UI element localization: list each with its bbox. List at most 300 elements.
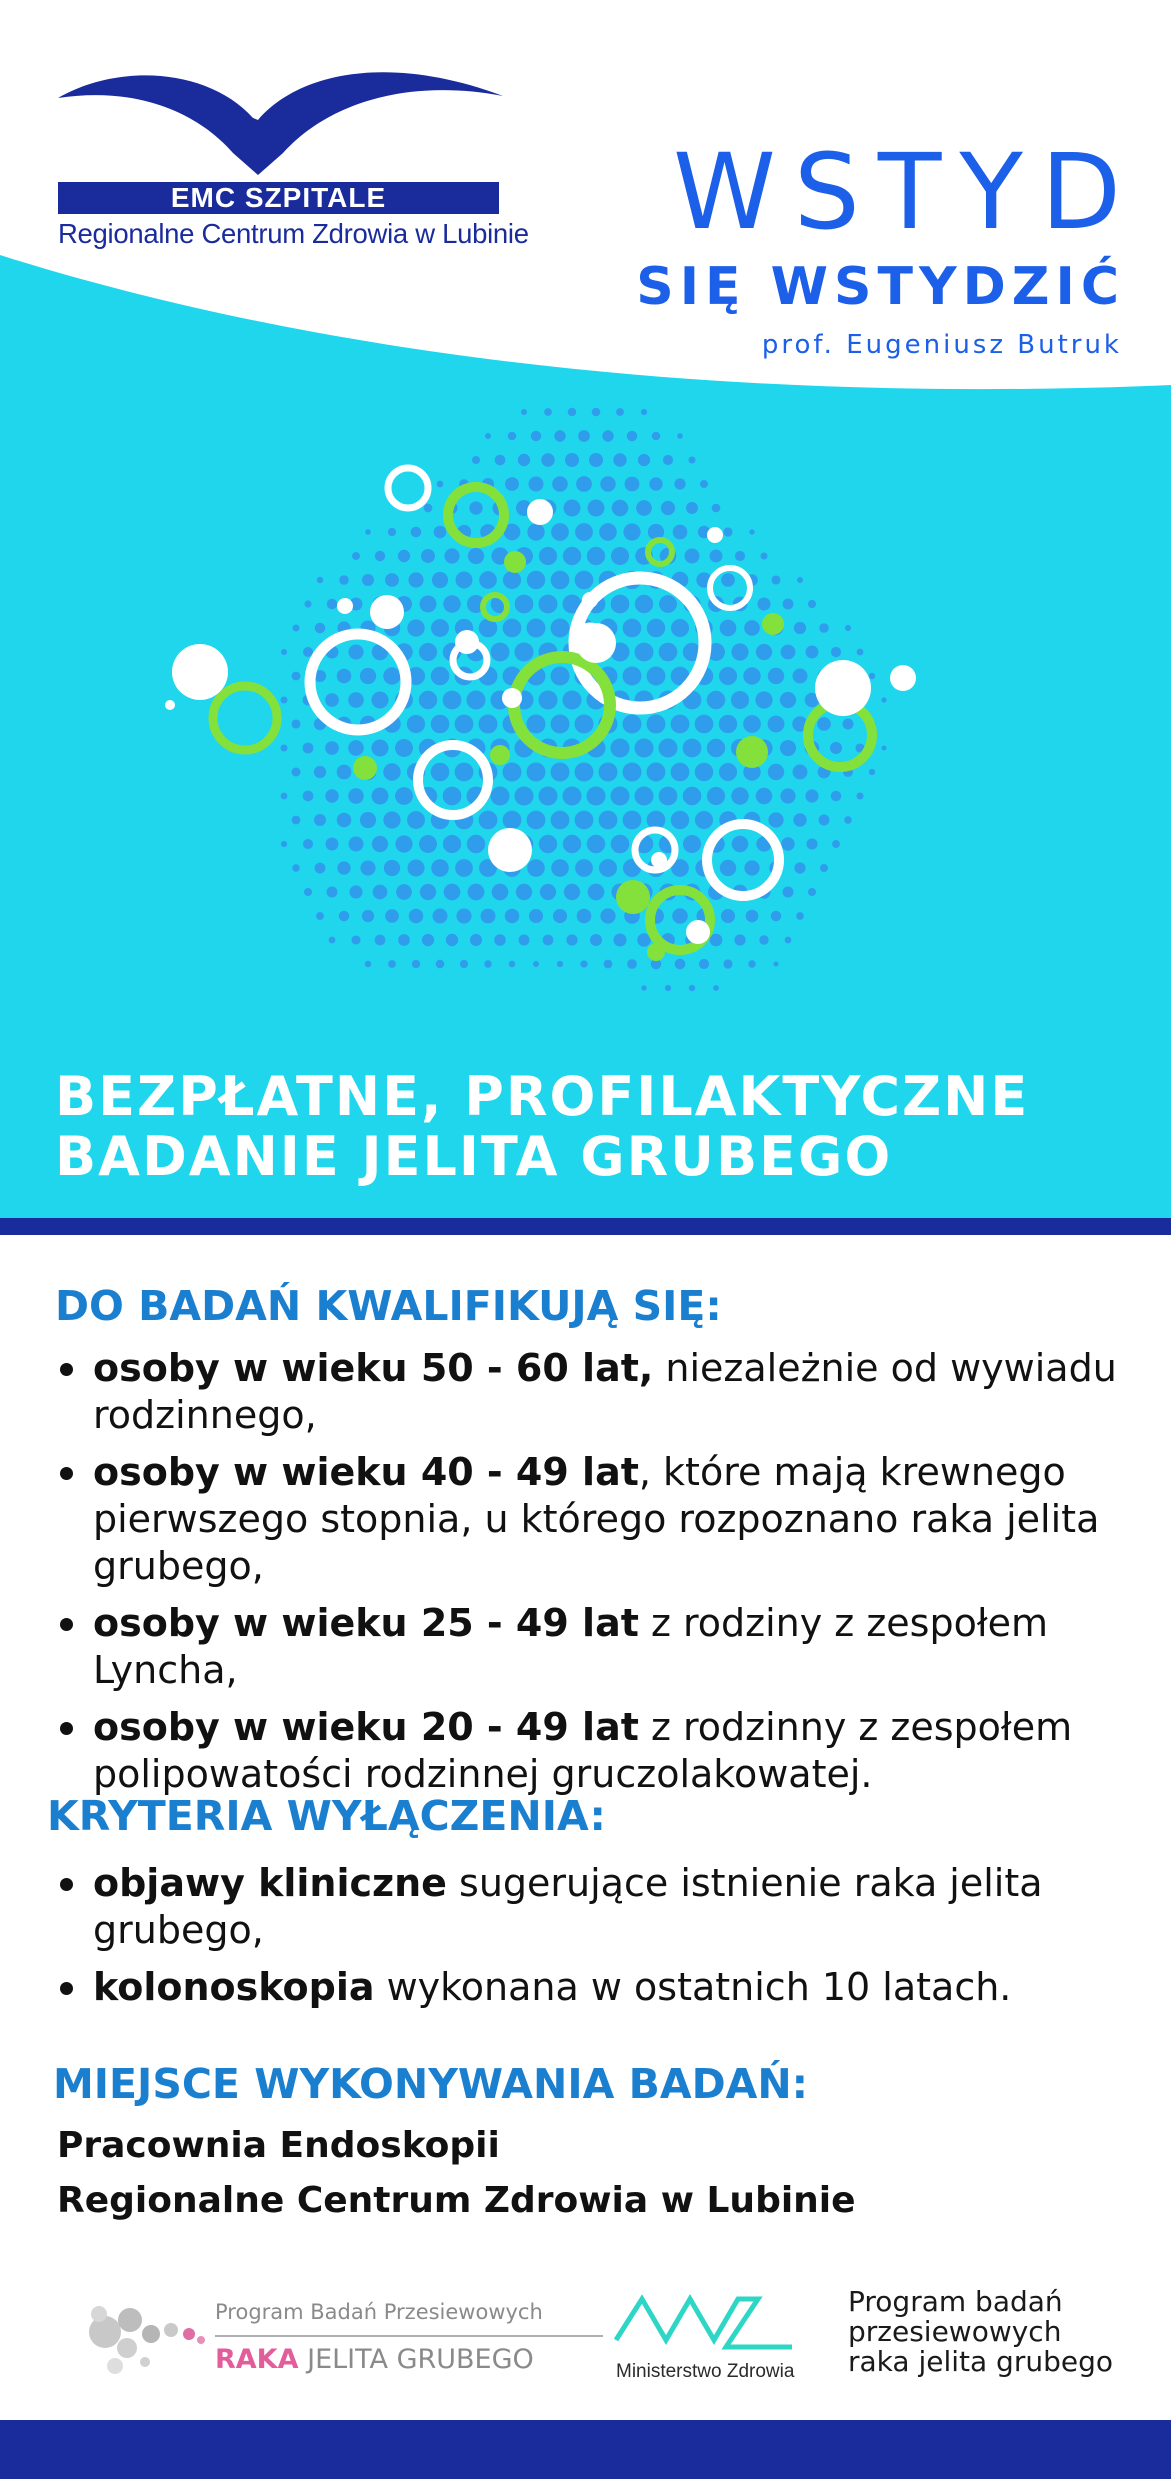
white-dot bbox=[576, 623, 616, 663]
pattern-dot bbox=[832, 840, 840, 848]
qualify-item-text: z rodzinny z zespołem polipowatości rodzinnej gruczolakowatej. bbox=[93, 1705, 1073, 1796]
pattern-dot bbox=[647, 715, 666, 734]
pattern-dot bbox=[325, 789, 339, 803]
pattern-dot bbox=[419, 691, 437, 709]
pattern-dot bbox=[575, 811, 594, 830]
exclusion-item-bold: kolonoskopia bbox=[93, 1965, 375, 2009]
pattern-dot bbox=[719, 667, 737, 685]
pattern-dot bbox=[315, 863, 326, 874]
pattern-dot bbox=[424, 504, 433, 513]
pattern-dot bbox=[785, 937, 792, 944]
pattern-dot bbox=[671, 619, 689, 637]
pattern-dot bbox=[564, 884, 580, 900]
divider-band bbox=[0, 1218, 1171, 1235]
qualify-item bbox=[57, 1449, 1137, 1590]
pattern-dot bbox=[419, 835, 437, 853]
pattern-dot bbox=[566, 934, 577, 945]
pattern-dot bbox=[516, 884, 532, 900]
pattern-dot bbox=[360, 812, 376, 828]
pattern-dot bbox=[699, 959, 709, 969]
pattern-dot bbox=[611, 739, 630, 758]
pattern-dot bbox=[830, 742, 842, 754]
pattern-dot bbox=[372, 836, 388, 852]
pattern-dot bbox=[793, 813, 806, 826]
pattern-dot bbox=[675, 959, 686, 970]
pattern-dot bbox=[808, 600, 816, 608]
pattern-dot bbox=[398, 550, 410, 562]
pattern-dot bbox=[744, 860, 759, 875]
qualify-item bbox=[57, 1600, 1137, 1694]
program-text-line2: przesiewowych bbox=[848, 2315, 1062, 2348]
pattern-dot bbox=[683, 739, 702, 758]
pattern-dot bbox=[503, 763, 522, 782]
pattern-dot bbox=[652, 432, 661, 441]
pattern-dot bbox=[780, 740, 796, 756]
pattern-dot bbox=[491, 643, 510, 662]
pattern-dot bbox=[759, 935, 768, 944]
pattern-dot bbox=[409, 909, 423, 923]
pattern-dot bbox=[551, 667, 570, 686]
pattern-dot bbox=[395, 787, 413, 805]
pattern-dot bbox=[436, 960, 445, 969]
pattern-dot bbox=[723, 527, 732, 536]
pattern-dot bbox=[672, 908, 688, 924]
qualify-item-bold: osoby w wieku 20 - 49 lat bbox=[93, 1705, 639, 1749]
pattern-dot bbox=[337, 765, 352, 780]
hero-heading-line1: BEZPŁATNE, PROFILAKTYCZNE bbox=[55, 1065, 1030, 1128]
pattern-dot bbox=[554, 430, 565, 441]
pattern-dot bbox=[842, 718, 853, 729]
pattern-dot bbox=[749, 529, 754, 534]
pattern-dot bbox=[587, 547, 605, 565]
pattern-dot bbox=[383, 667, 400, 684]
pattern-dot bbox=[869, 673, 875, 679]
pattern-dot bbox=[408, 572, 423, 587]
white-dot bbox=[707, 527, 723, 543]
pattern-dot bbox=[713, 985, 719, 991]
pattern-dot bbox=[509, 961, 516, 968]
pattern-dot bbox=[407, 619, 424, 636]
pattern-dot bbox=[695, 715, 714, 734]
screening-logo-jelita: JELITA GRUBEGO bbox=[307, 2344, 534, 2375]
pattern-dot bbox=[743, 715, 761, 733]
pattern-dot bbox=[710, 550, 723, 563]
pattern-dot bbox=[683, 835, 701, 853]
pattern-dot bbox=[623, 763, 642, 782]
white-dot bbox=[172, 644, 228, 700]
pattern-dot bbox=[304, 600, 311, 607]
pattern-dot bbox=[781, 837, 795, 851]
pattern-dot bbox=[551, 715, 570, 734]
pattern-dot bbox=[695, 811, 713, 829]
pattern-dot bbox=[420, 596, 437, 613]
pattern-dot bbox=[508, 432, 517, 441]
exclusion-item-text: sugerujące istnienie raka jelita grubego, bbox=[93, 1861, 1043, 1952]
logo-name: EMC SZPITALE bbox=[58, 182, 499, 214]
pattern-dot bbox=[505, 909, 519, 923]
exclusion-item bbox=[57, 1860, 1137, 1954]
pattern-dot bbox=[589, 453, 603, 467]
pattern-dot bbox=[564, 500, 581, 517]
pattern-dot bbox=[592, 408, 601, 417]
pattern-dot bbox=[431, 715, 450, 734]
pattern-dot bbox=[317, 577, 323, 583]
pattern-dot bbox=[576, 476, 592, 492]
page-subtitle: SIĘ WSTYDZIĆ bbox=[636, 257, 1125, 317]
exclusion-item-text: wykonana w ostatnich 10 latach. bbox=[374, 1965, 1012, 2009]
green-dot bbox=[504, 551, 526, 573]
pattern-dot bbox=[326, 886, 337, 897]
pattern-dot bbox=[627, 431, 637, 441]
pattern-dot bbox=[623, 811, 642, 830]
pattern-dot bbox=[383, 763, 400, 780]
pattern-dot bbox=[337, 861, 350, 874]
pattern-dot bbox=[551, 523, 569, 541]
pattern-dot bbox=[611, 547, 629, 565]
pattern-dot bbox=[819, 815, 830, 826]
pattern-dot bbox=[495, 455, 506, 466]
pattern-dot bbox=[731, 643, 748, 660]
logo-subtitle: Regionalne Centrum Zdrowia w Lubinie bbox=[58, 218, 529, 249]
pattern-dot bbox=[551, 811, 570, 830]
pattern-dot bbox=[721, 573, 735, 587]
qualify-item-bold: osoby w wieku 40 - 49 lat bbox=[93, 1450, 639, 1494]
pattern-dot bbox=[731, 691, 749, 709]
qualify-item bbox=[57, 1704, 1137, 1798]
pattern-dot bbox=[817, 717, 831, 731]
pattern-dot bbox=[773, 961, 778, 966]
pattern-dot bbox=[529, 477, 544, 492]
pattern-dot bbox=[797, 577, 803, 583]
pattern-dot bbox=[796, 912, 804, 920]
pattern-dot bbox=[460, 960, 468, 968]
pattern-dot bbox=[719, 715, 737, 733]
pattern-dot bbox=[518, 454, 530, 466]
program-text-logo bbox=[848, 2287, 1113, 2377]
pattern-dot bbox=[543, 935, 554, 946]
pattern-dot bbox=[755, 691, 772, 708]
pattern-dot bbox=[479, 811, 498, 830]
pattern-dot bbox=[761, 553, 768, 560]
pattern-dot bbox=[820, 864, 828, 872]
pattern-dot bbox=[325, 693, 339, 707]
green-dot bbox=[616, 880, 650, 914]
exclusion-item-bold: objawy kliniczne bbox=[93, 1861, 447, 1905]
pattern-dot bbox=[385, 573, 399, 587]
pattern-dot bbox=[314, 814, 326, 826]
pattern-dot bbox=[383, 811, 400, 828]
white-dot bbox=[337, 598, 353, 614]
pattern-dot bbox=[446, 934, 458, 946]
pattern-dot bbox=[793, 765, 808, 780]
pattern-dot bbox=[623, 715, 642, 734]
screening-logo-bottom bbox=[215, 2344, 534, 2375]
pattern-dot bbox=[575, 763, 594, 782]
pattern-dot bbox=[293, 625, 300, 632]
pattern-dot bbox=[580, 960, 587, 967]
screening-logo-raka: RAKA bbox=[215, 2344, 299, 2375]
pattern-dot bbox=[661, 501, 675, 515]
pattern-dot bbox=[303, 743, 314, 754]
pattern-dot bbox=[599, 811, 618, 830]
pattern-dot bbox=[686, 502, 698, 514]
pattern-dot bbox=[360, 668, 376, 684]
pattern-dot bbox=[588, 884, 605, 901]
pattern-dot bbox=[485, 433, 491, 439]
pattern-dot bbox=[314, 766, 326, 778]
pattern-dot bbox=[768, 668, 784, 684]
pattern-dot bbox=[720, 620, 737, 637]
pattern-dot bbox=[732, 836, 749, 853]
pattern-dot bbox=[351, 935, 360, 944]
place-title: MIEJSCE WYKONYWANIA BADAŃ: bbox=[53, 2060, 809, 2108]
pattern-dot bbox=[373, 885, 388, 900]
pattern-dot bbox=[577, 909, 592, 924]
green-dot bbox=[490, 745, 510, 765]
pattern-dot bbox=[431, 619, 449, 637]
pattern-dot bbox=[519, 935, 530, 946]
white-dot bbox=[455, 630, 479, 654]
pattern-dot bbox=[845, 625, 851, 631]
pattern-dot bbox=[527, 715, 546, 734]
pattern-dot bbox=[602, 430, 613, 441]
pattern-dot bbox=[431, 763, 450, 782]
pattern-dot bbox=[600, 908, 615, 923]
pattern-dot bbox=[647, 619, 665, 637]
pattern-dot bbox=[611, 835, 630, 854]
pattern-dot bbox=[780, 788, 795, 803]
pattern-dot bbox=[551, 571, 570, 590]
pattern-dot bbox=[635, 739, 654, 758]
pattern-dot bbox=[468, 548, 484, 564]
pattern-dot bbox=[794, 862, 805, 873]
pattern-dot bbox=[431, 859, 449, 877]
pattern-dot bbox=[443, 595, 461, 613]
pattern-dot bbox=[635, 595, 653, 613]
pattern-dot bbox=[856, 792, 863, 799]
pattern-dot bbox=[613, 453, 626, 466]
pattern-dot bbox=[407, 859, 424, 876]
pattern-dot bbox=[348, 788, 364, 804]
pattern-dot bbox=[479, 571, 497, 589]
pattern-dot bbox=[746, 910, 759, 923]
pattern-dot bbox=[431, 667, 450, 686]
pattern-dot bbox=[659, 787, 678, 806]
mz-logo-icon bbox=[612, 2285, 812, 2360]
pattern-dot bbox=[685, 549, 700, 564]
pattern-dot bbox=[557, 961, 563, 967]
pattern-dot bbox=[768, 716, 785, 733]
pattern-dot bbox=[443, 787, 462, 806]
pattern-dot bbox=[663, 455, 673, 465]
screening-logo-divider bbox=[215, 2335, 603, 2337]
pattern-dot bbox=[388, 960, 396, 968]
pattern-dot bbox=[433, 909, 448, 924]
pattern-dot bbox=[599, 763, 618, 782]
green-ring bbox=[213, 686, 277, 750]
pattern-dot bbox=[857, 649, 864, 656]
pattern-dot bbox=[281, 697, 288, 704]
pattern-dot bbox=[421, 549, 435, 563]
pattern-dot bbox=[590, 934, 602, 946]
pattern-dot bbox=[677, 433, 683, 439]
pattern-dot bbox=[304, 888, 312, 896]
pattern-dot bbox=[700, 480, 708, 488]
pattern-dot bbox=[503, 811, 522, 830]
green-ring bbox=[448, 487, 504, 543]
pattern-dot bbox=[649, 477, 662, 490]
pattern-dot bbox=[494, 934, 506, 946]
pattern-dot bbox=[599, 523, 617, 541]
pattern-dot bbox=[641, 409, 647, 415]
pattern-dot bbox=[533, 961, 539, 967]
pattern-dot bbox=[575, 715, 594, 734]
pattern-dot bbox=[292, 864, 300, 872]
pattern-dot bbox=[768, 812, 783, 827]
pattern-dot bbox=[659, 739, 678, 758]
exclusion-title: KRYTERIA WYŁĄCZENIA: bbox=[47, 1792, 606, 1840]
pattern-dot bbox=[329, 937, 336, 944]
pattern-dot bbox=[472, 456, 480, 464]
pattern-dot bbox=[707, 691, 726, 710]
pattern-dot bbox=[527, 619, 546, 638]
qualify-item-bold: osoby w wieku 25 - 49 lat bbox=[93, 1601, 639, 1645]
pattern-dot bbox=[529, 909, 543, 923]
pattern-dot bbox=[695, 763, 714, 782]
pattern-dot bbox=[407, 811, 425, 829]
pattern-dot bbox=[611, 787, 630, 806]
pattern-dot bbox=[757, 597, 770, 610]
pattern-dot bbox=[588, 500, 605, 517]
pattern-dot bbox=[527, 523, 544, 540]
page-title: WSTYD bbox=[673, 131, 1139, 253]
pattern-dot bbox=[869, 769, 875, 775]
pattern-dot bbox=[527, 571, 545, 589]
pattern-dot bbox=[291, 719, 300, 728]
pattern-dot bbox=[352, 552, 360, 560]
pattern-dot bbox=[782, 886, 793, 897]
pattern-dot bbox=[719, 763, 737, 781]
pattern-dot bbox=[808, 888, 816, 896]
pattern-dot bbox=[600, 476, 616, 492]
pattern-dot bbox=[793, 669, 808, 684]
pattern-dot bbox=[578, 430, 590, 442]
author: prof. Eugeniusz Butruk bbox=[761, 330, 1122, 360]
pattern-dot bbox=[771, 575, 780, 584]
pattern-dot bbox=[455, 859, 473, 877]
qualify-item-text: , które mają krewnego pierwszego stopnia, u którego rozpoznano raka jelita grubego, bbox=[93, 1450, 1100, 1588]
pattern-dot bbox=[613, 933, 626, 946]
qualify-title: DO BADAŃ KWALIFIKUJĄ SIĘ: bbox=[55, 1282, 722, 1330]
pattern-dot bbox=[540, 884, 556, 900]
pattern-dot bbox=[316, 912, 324, 920]
pattern-dot bbox=[710, 934, 723, 947]
footer-band bbox=[0, 2420, 1171, 2479]
pattern-dot bbox=[625, 477, 640, 492]
seagull-logo-icon bbox=[58, 58, 503, 182]
pattern-dot bbox=[456, 908, 471, 923]
pattern-dot bbox=[484, 960, 491, 967]
pattern-dot bbox=[575, 523, 593, 541]
pattern-dot bbox=[455, 715, 474, 734]
pattern-dot bbox=[673, 525, 688, 540]
pattern-dot bbox=[563, 547, 581, 565]
pattern-dot bbox=[563, 787, 582, 806]
white-dot bbox=[582, 592, 598, 608]
pattern-dot bbox=[443, 835, 461, 853]
pattern-dot bbox=[348, 692, 364, 708]
pattern-dot bbox=[467, 691, 486, 710]
pattern-dot bbox=[388, 528, 396, 536]
pattern-dot bbox=[568, 408, 577, 417]
pattern-dot bbox=[551, 619, 570, 638]
pattern-dot bbox=[539, 835, 557, 853]
pattern-dot bbox=[327, 599, 337, 609]
pattern-dot bbox=[395, 739, 413, 757]
pattern-dot bbox=[348, 740, 364, 756]
pattern-dot bbox=[734, 934, 745, 945]
pattern-dot bbox=[372, 740, 389, 757]
pattern-dot bbox=[671, 763, 690, 782]
pattern-dot bbox=[375, 551, 385, 561]
pattern-dot bbox=[395, 835, 412, 852]
pattern-dot bbox=[456, 572, 473, 589]
pattern-dot bbox=[422, 934, 434, 946]
qualify-item-bold: osoby w wieku 50 - 60 lat, bbox=[93, 1346, 654, 1390]
white-ring bbox=[707, 824, 779, 896]
pattern-dot bbox=[396, 884, 412, 900]
pattern-dot bbox=[292, 768, 301, 777]
pattern-dot bbox=[375, 935, 386, 946]
pattern-dot bbox=[303, 647, 313, 657]
pattern-dot bbox=[575, 571, 594, 590]
pattern-dot bbox=[407, 715, 425, 733]
pattern-dot bbox=[539, 547, 557, 565]
pattern-dot bbox=[616, 408, 624, 416]
hero-heading-line2: BADANIE JELITA GRUBEGO bbox=[55, 1125, 893, 1188]
exclusion-list bbox=[57, 1860, 1137, 2021]
place-line2: Regionalne Centrum Zdrowia w Lubinie bbox=[57, 2180, 856, 2221]
pattern-dot bbox=[385, 909, 399, 923]
pattern-dot bbox=[539, 691, 558, 710]
qualify-list bbox=[57, 1345, 1137, 1808]
green-dot bbox=[647, 943, 665, 961]
pattern-dot bbox=[671, 811, 690, 830]
pattern-dot bbox=[303, 839, 313, 849]
pattern-dot bbox=[362, 574, 374, 586]
pattern-dot bbox=[599, 859, 617, 877]
pattern-dot bbox=[527, 763, 546, 782]
pattern-dot bbox=[527, 811, 546, 830]
pattern-dot bbox=[281, 649, 287, 655]
pattern-dot bbox=[720, 860, 736, 876]
pattern-dot bbox=[553, 909, 567, 923]
pattern-dot bbox=[756, 788, 773, 805]
qualify-item-text: z rodziny z zespołem Lyncha, bbox=[93, 1601, 1049, 1692]
pattern-dot bbox=[503, 619, 522, 638]
pattern-dot bbox=[794, 622, 806, 634]
pattern-dot bbox=[281, 793, 288, 800]
pattern-dot bbox=[469, 501, 482, 514]
pattern-dot bbox=[806, 838, 817, 849]
pattern-dot bbox=[362, 910, 374, 922]
pattern-dot bbox=[735, 551, 745, 561]
pattern-dot bbox=[731, 787, 749, 805]
pattern-dot bbox=[688, 456, 695, 463]
pattern-dot bbox=[337, 669, 352, 684]
pattern-dot bbox=[541, 453, 555, 467]
place-line1: Pracownia Endoskopii bbox=[57, 2125, 500, 2166]
